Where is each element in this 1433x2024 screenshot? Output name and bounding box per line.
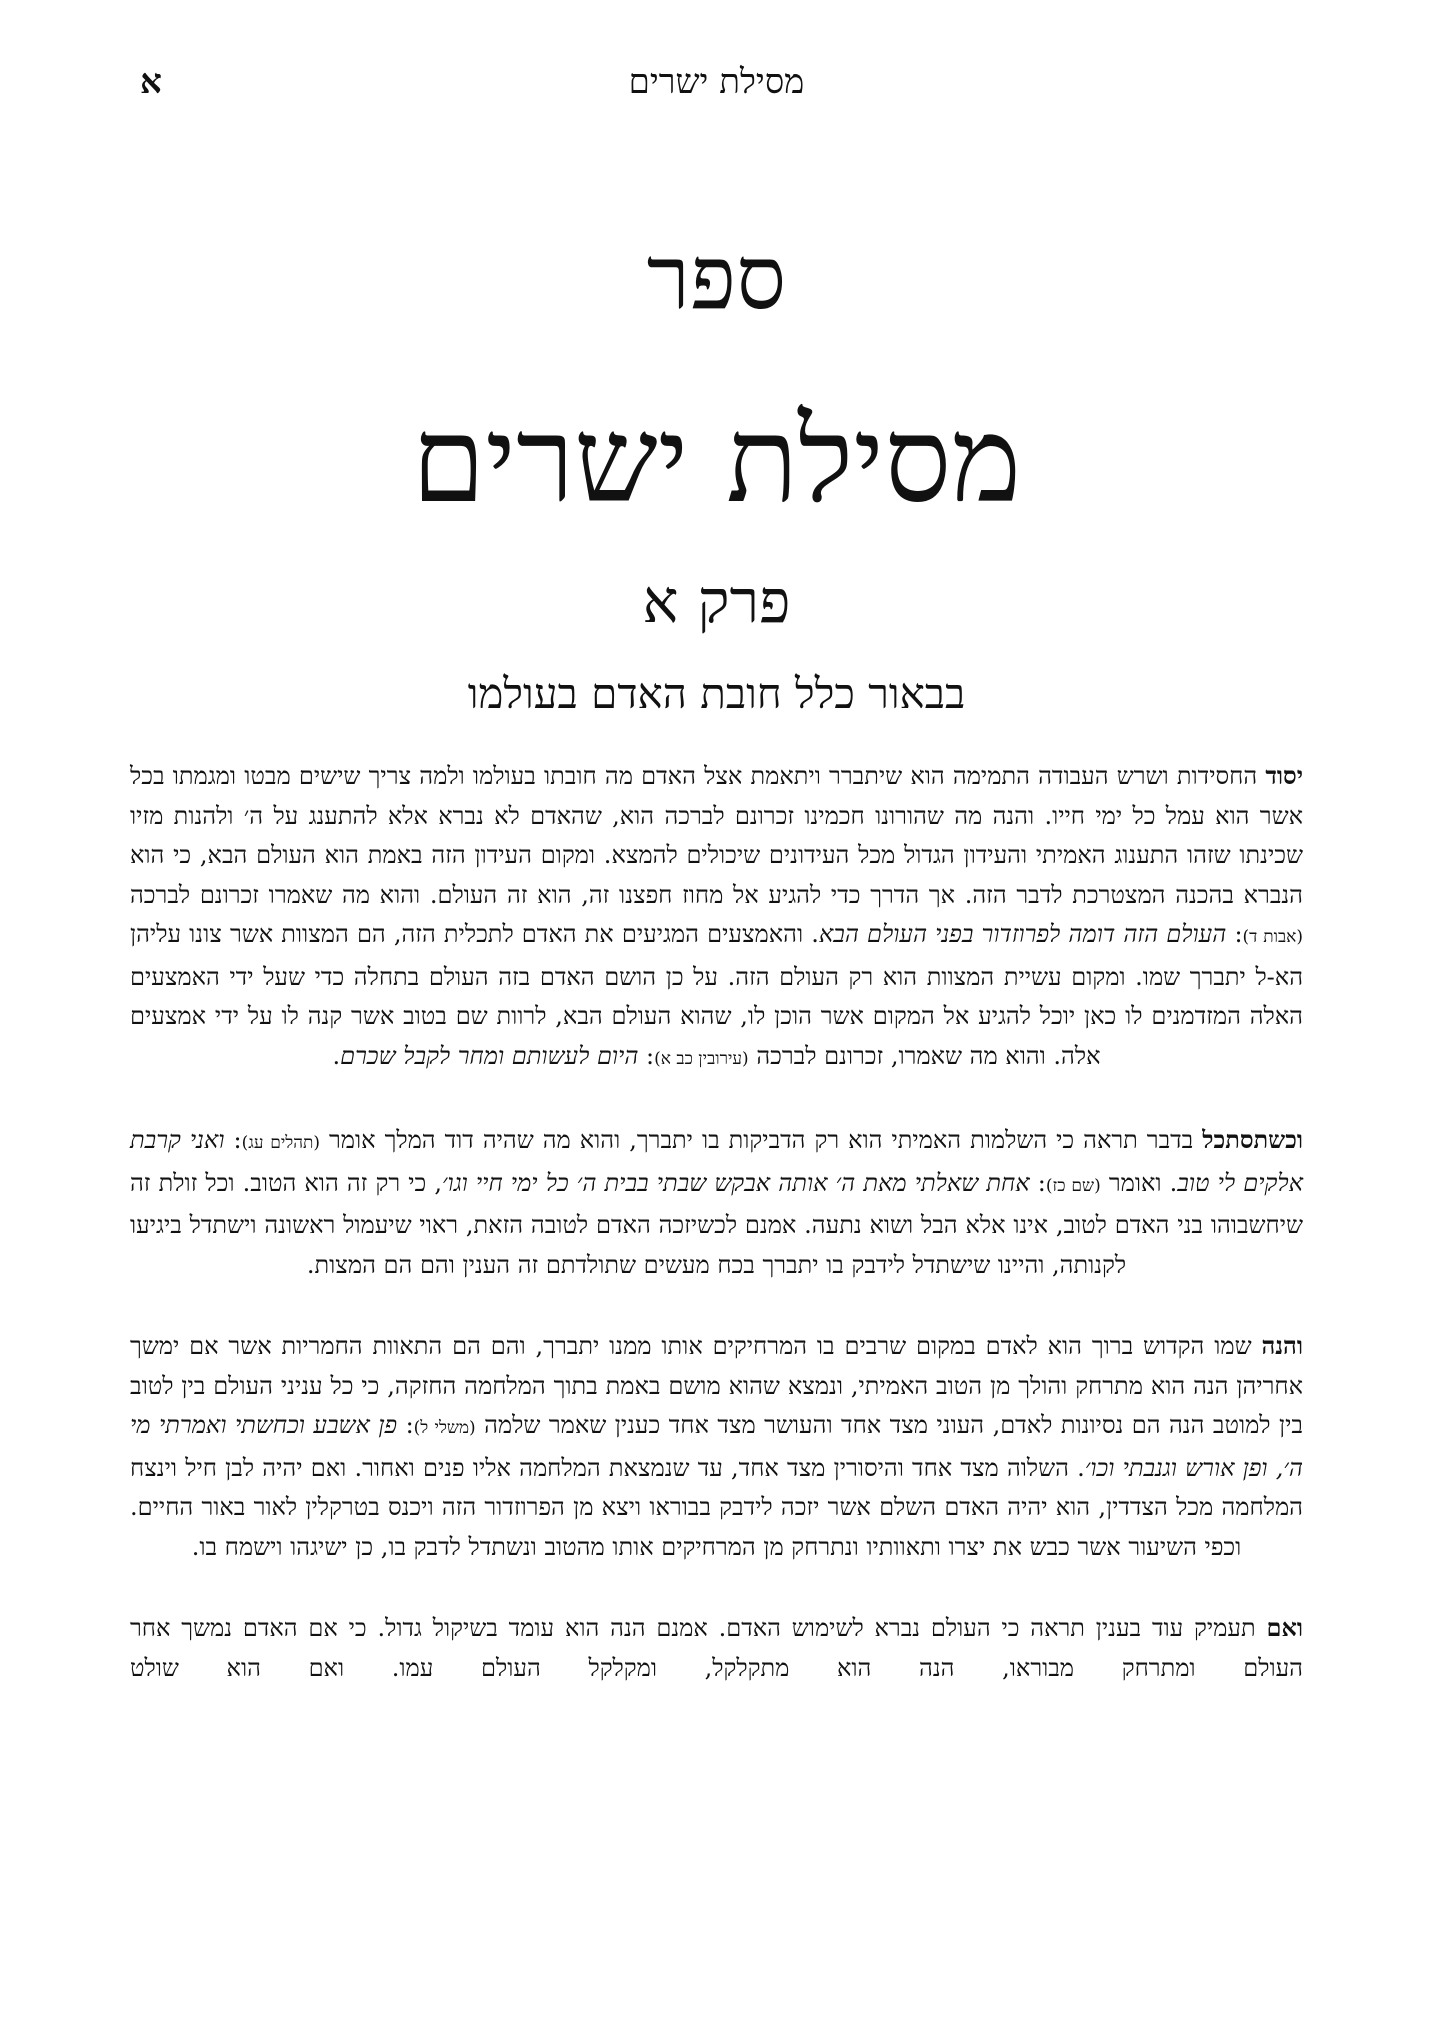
paragraph-text: . ואומר bbox=[1100, 1168, 1178, 1197]
paragraph-lead-word: וכשתסתכל bbox=[1202, 1125, 1303, 1154]
quotation: היום לעשותם ומחר לקבל שכרם bbox=[340, 1041, 639, 1070]
paragraph-lead-word: יסוד bbox=[1265, 761, 1303, 790]
paragraph-text: : bbox=[1029, 1168, 1046, 1197]
paragraph-text: : bbox=[224, 1126, 242, 1154]
paragraph-lead-word: והנה bbox=[1261, 1331, 1303, 1360]
running-header bbox=[140, 62, 1293, 102]
book-title: מסילת ישרים bbox=[411, 391, 1022, 529]
chapter-subtitle: בבאור כלל חובת האדם בעולמו bbox=[467, 669, 966, 718]
quotation: ואני קרבת אלקים לי טוב bbox=[130, 1126, 1304, 1197]
paragraph-text: : bbox=[638, 1041, 655, 1070]
paragraph-text: , כי רק זה הוא הטוב. וכל זולת זה שיחשבוהו בני האדם לטוב, אינו אלא הבל ושוא נתעה. אמנם לכשיזכה האדם לטובה הזאת, ראוי שיעמול ראשונה וישתדל ביגיעו לקנותה, והיינו שישתדל לידבק בו יתברך בכח מעשים שתולדתם זה הענין והם הם המצות. bbox=[130, 1168, 1303, 1279]
source-reference: (תהלים עג) bbox=[241, 1133, 321, 1153]
book-title-prefix: ספר bbox=[646, 226, 787, 329]
paragraph-3 bbox=[130, 1326, 1303, 1567]
quotation: העולם הזה דומה לפרוזדור בפני העולם הבא bbox=[818, 920, 1227, 948]
paragraph-text: בדבר תראה כי השלמות האמיתי הוא רק הדביקות בו יתברך, והוא מה שהיה דוד המלך אומר bbox=[320, 1126, 1203, 1154]
source-reference: (שם כז) bbox=[1045, 1175, 1101, 1196]
paragraph-text: . bbox=[332, 1041, 341, 1070]
paragraph-text: : bbox=[1226, 920, 1243, 948]
page-number: א bbox=[140, 62, 162, 102]
source-reference: (עירובין כב א) bbox=[654, 1048, 749, 1069]
source-reference: (משלי ל) bbox=[413, 1418, 476, 1438]
paragraph-text: : bbox=[397, 1411, 414, 1439]
quotation: פן אשבע וכחשתי ואמרתי מי ה׳, ופן אורש וגנבתי וכו׳ bbox=[130, 1411, 1303, 1482]
paragraph-text: החסידות ושרש העבודה התמימה הוא שיתברר ויתאמת אצל האדם מה חובתו בעולמו ולמה צריך שישים מבטו ומגמתו בכל אשר הוא עמל כל ימי חייו. והנה מה שהורונו חכמינו זכרונם לברכה הוא, שהאדם לא נברא אלא להתענג על ה׳ ולהנות מזיו שכינתו שזהו התענוג האמיתי והעידון הגדול מכל העידונים שיכולים להמצא. ומקום העידון הזה באמת הוא העולם הבא, כי הוא הנברא בהכנה המצטרכת לדבר הזה. אך הדרך כדי להגיע אל מחוז חפצנו זה, הוא זה העולם. והוא מה שאמרו זכרונם לברכה bbox=[130, 762, 1303, 909]
paragraph-4 bbox=[130, 1608, 1303, 1688]
paragraph-text: . והאמצעים המגיעים את האדם לתכלית הזה, הם המצוות אשר צונו עליהן הא-ל יתברך שמו. ומקום עשיית המצוות הוא רק העולם הזה. על כן הושם האדם בזה העולם בתחלה כדי שעל ידי האמצעים האלה המזדמנים לו כאן יוכל להגיע אל המקום אשר הוכן לו, שהוא העולם הבא, לרוות שם בטוב אשר קנה לו על ידי אמצעים אלה. והוא מה שאמרו, זכרונם לברכה bbox=[130, 920, 1303, 1070]
source-reference: (אבות ד) bbox=[1242, 927, 1304, 947]
chapter-heading: פרק א bbox=[642, 567, 791, 637]
paragraph-text: תעמיק עוד בענין תראה כי העולם נברא לשימוש האדם. אמנם הנה הוא עומד בשיקול גדול. כי אם האדם נמשך אחר העולם ומתרחק מבוראו, הנה הוא מתקלקל, ומקלקל העולם עמו. ואם הוא שולט bbox=[130, 1614, 1303, 1682]
quotation: אחת שאלתי מאת ה׳ אותה אבקש שבתי בבית ה׳ כל ימי חיי וגו׳ bbox=[442, 1168, 1030, 1197]
paragraph-text: . השלוה מצד אחד והיסורין מצד אחד, עד שנמצאת המלחמה אליו פנים ואחור. ואם יהיה לבן חיל וינצח המלחמה מכל הצדדין, הוא יהיה האדם השלם אשר יזכה לידבק בבוראו ויצא מן הפרוזדור הזה ויכנס בטרקלין לאור באור החיים. וכפי השיעור אשר כבש את יצרו ותאוותיו ונתרחק מן המרחיקים אותו מהטוב ונשתדל לדבק בו, כן ישיגהו וישמח בו. bbox=[130, 1453, 1303, 1561]
paragraph-2 bbox=[130, 1120, 1303, 1285]
paragraph-lead-word: ואם bbox=[1266, 1613, 1303, 1642]
paragraph-text: שמו הקדוש ברוך הוא לאדם במקום שרבים בו המרחיקים אותו ממנו יתברך, והם הם התאוות החמריות אשר אם ימשך אחריהן הנה הוא מתרחק והולך מן הטוב האמיתי, ונמצא שהוא מושם באמת בתוך המלחמה החזקה, כי כל עניני העולם בין לטוב בין למוטב הנה הם נסיונות לאדם, העוני מצד אחד והעושר מצד אחד כענין שאמר שלמה bbox=[130, 1332, 1303, 1439]
running-title: מסילת ישרים bbox=[628, 62, 805, 102]
body-text bbox=[130, 756, 1303, 1688]
paragraph-1 bbox=[130, 756, 1303, 1079]
